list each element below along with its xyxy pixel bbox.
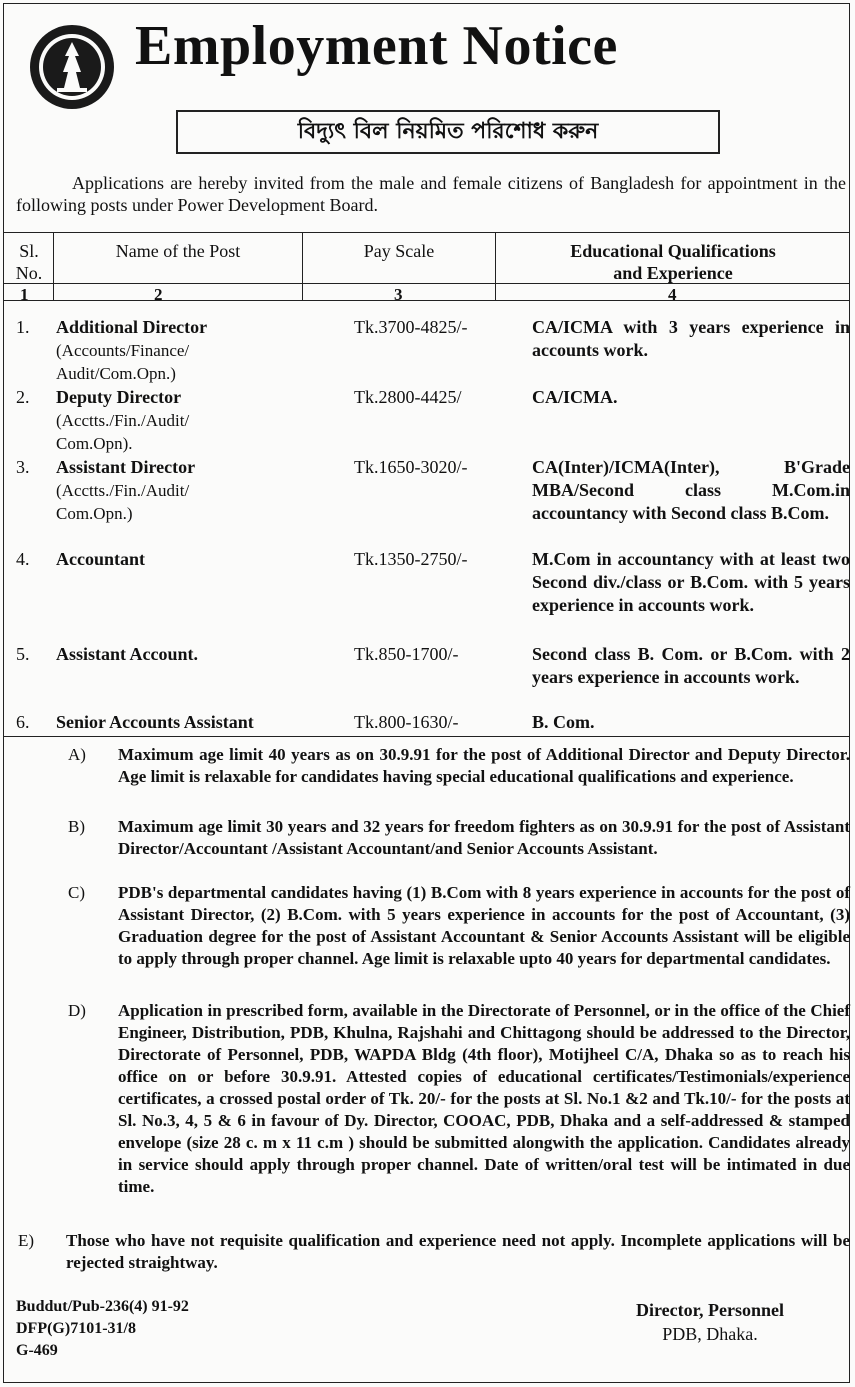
row-sl: 3. xyxy=(16,457,30,477)
header-post: Name of the Post xyxy=(115,241,241,261)
signatory xyxy=(636,1298,784,1346)
header-sl xyxy=(8,240,50,284)
header-qual-line2: and Experience xyxy=(613,263,733,283)
row-post-name: Senior Accounts Assistant xyxy=(56,712,254,732)
colnum-bottom-rule xyxy=(3,300,850,301)
row-post-name: Assistant Director xyxy=(56,457,196,477)
footer-ref-3: G-469 xyxy=(16,1342,58,1359)
row-pay: Tk.800-1630/- xyxy=(354,712,459,732)
row-post xyxy=(56,316,346,385)
note-c xyxy=(68,882,850,970)
row-sl: 2. xyxy=(16,387,30,407)
signatory-org: PDB, Dhaka. xyxy=(662,1324,758,1344)
row-qual: Second class B. Com. or B.Com. with 2 years experience in accounts work. xyxy=(532,644,850,687)
row-pay: Tk.1650-3020/- xyxy=(354,457,468,477)
note-text: Maximum age limit 40 years as on 30.9.91 for the post of Additional Director and Deputy Director. Age limit is relaxable for candidates having special educational qualifications and experience. xyxy=(118,745,850,786)
col-divider-1 xyxy=(53,232,54,300)
note-label: B) xyxy=(68,817,85,836)
signatory-title: Director, Personnel xyxy=(636,1300,784,1320)
intro-text: Applications are hereby invited from the male and female citizens of Bangladesh for appointment in the following posts under Power Development Board. xyxy=(16,173,846,215)
note-label: C) xyxy=(68,883,85,902)
row-post xyxy=(56,711,346,734)
column-number-4: 4 xyxy=(668,285,677,304)
row-sl: 5. xyxy=(16,644,30,664)
row-post-dept: (Accounts/Finance/ Audit/Com.Opn.) xyxy=(56,341,190,383)
note-text: Maximum age limit 30 years and 32 years for freedom fighters as on 30.9.91 for the post of Assistant Director/Accountant /Assistant Accountant/and Senior Accounts Assistant. xyxy=(118,817,850,858)
footer-ref-1: Buddut/Pub-236(4) 91-92 xyxy=(16,1298,189,1315)
row-pay: Tk.850-1700/- xyxy=(354,644,459,664)
row-sl: 6. xyxy=(16,712,30,732)
row-post-name: Additional Director xyxy=(56,317,208,337)
column-number-2: 2 xyxy=(154,285,163,304)
row-post xyxy=(56,548,346,571)
row-post-dept: (Acctts./Fin./Audit/ Com.Opn). xyxy=(56,411,190,453)
row-post-dept: (Acctts./Fin./Audit/ Com.Opn.) xyxy=(56,481,190,523)
note-a xyxy=(68,744,850,788)
column-number-3: 3 xyxy=(394,285,403,304)
header-qual xyxy=(498,240,848,284)
row-pay: Tk.3700-4825/- xyxy=(354,317,468,337)
footer-ref-2: DFP(G)7101-31/8 xyxy=(16,1320,136,1337)
note-label: D) xyxy=(68,1001,86,1020)
row-qual: CA/ICMA with 3 years experience in accounts work. xyxy=(532,317,850,360)
row-qual: M.Com in accountancy with at least two Second div./class or B.Com. with 5 years experience in accounts work. xyxy=(532,549,850,615)
row-post xyxy=(56,643,346,666)
row-sl: 4. xyxy=(16,549,30,569)
note-label: A) xyxy=(68,745,86,764)
row-post-name: Accountant xyxy=(56,549,145,569)
row-post-name: Deputy Director xyxy=(56,387,182,407)
row-post-name: Assistant Account. xyxy=(56,644,199,664)
column-number-1: 1 xyxy=(20,285,29,304)
header-pay: Pay Scale xyxy=(363,241,435,261)
note-e xyxy=(18,1230,850,1274)
intro-paragraph xyxy=(16,172,846,216)
note-text: Those who have not requisite qualification and experience need not apply. Incomplete applications will be rejected straightway. xyxy=(66,1231,850,1272)
row-pay: Tk.2800-4425/ xyxy=(354,387,462,407)
row-qual: CA(Inter)/ICMA(Inter), B'Grade MBA/Second class M.Com.in accountancy with Second class B.Com. xyxy=(532,457,850,523)
row-qual: CA/ICMA. xyxy=(532,387,618,407)
note-b xyxy=(68,816,850,860)
col-divider-3 xyxy=(495,232,496,300)
row-post xyxy=(56,456,346,525)
row-pay: Tk.1350-2750/- xyxy=(354,549,468,569)
note-d xyxy=(68,1000,850,1198)
table-top-rule xyxy=(3,232,850,233)
row-sl: 1. xyxy=(16,317,30,337)
pdb-emblem-icon xyxy=(27,22,117,112)
notice-title: Employment Notice xyxy=(135,15,618,77)
note-text: Application in prescribed form, available in the Directorate of Personnel, or in the office of the Chief Engineer, Distribution, PDB, Khulna, Rajshahi and Chittagong should be addressed to the Director, Directorate of Personnel, PDB, WAPDA Bldg (4th floor), Motijheel C/A, Dhaka so as to reach his office on or before 30.9.91. Attested copies of educational certificates/Testimonials/experience certificates, a crossed postal order of Tk. 20/- for the posts at Sl. No.1 &2 and Tk.10/- for the posts at Sl. No.3, 4, 5 & 6 in favour of Dy. Director, COOAC, PDB, Dhaka and a self-addressed & stamped envelope (size 28 c. m x 11 c.m ) should be submitted alongwith the application. Candidates already in service should apply through proper channel. Date of written/oral test will be intimated in due time. xyxy=(118,1001,850,1196)
note-label: E) xyxy=(18,1231,35,1250)
col-divider-2 xyxy=(302,232,303,300)
header-sl-line2: No. xyxy=(15,263,43,283)
slogan-box xyxy=(176,110,720,154)
header-qual-line1: Educational Qualifications xyxy=(570,241,776,261)
row-post xyxy=(56,386,346,455)
header-sl-line1: Sl. xyxy=(19,241,39,261)
note-text: PDB's departmental candidates having (1) B.Com with 8 years experience in accounts for the post of Assistant Director, (2) B.Com. with 5 years experience in accounts for the post of Accountant, (3) Graduation degree for the post of Assistant Accountant & Senior Accounts Assistant will be eligible to apply through proper channel. Age limit is relaxable upto 40 years for departmental candidates. xyxy=(118,883,850,968)
slogan-text: বিদ্যুৎ বিল নিয়মিত পরিশোধ করুন xyxy=(297,119,599,144)
table-bottom-rule xyxy=(3,736,850,737)
footer-references xyxy=(16,1296,189,1362)
row-qual: B. Com. xyxy=(532,712,595,732)
